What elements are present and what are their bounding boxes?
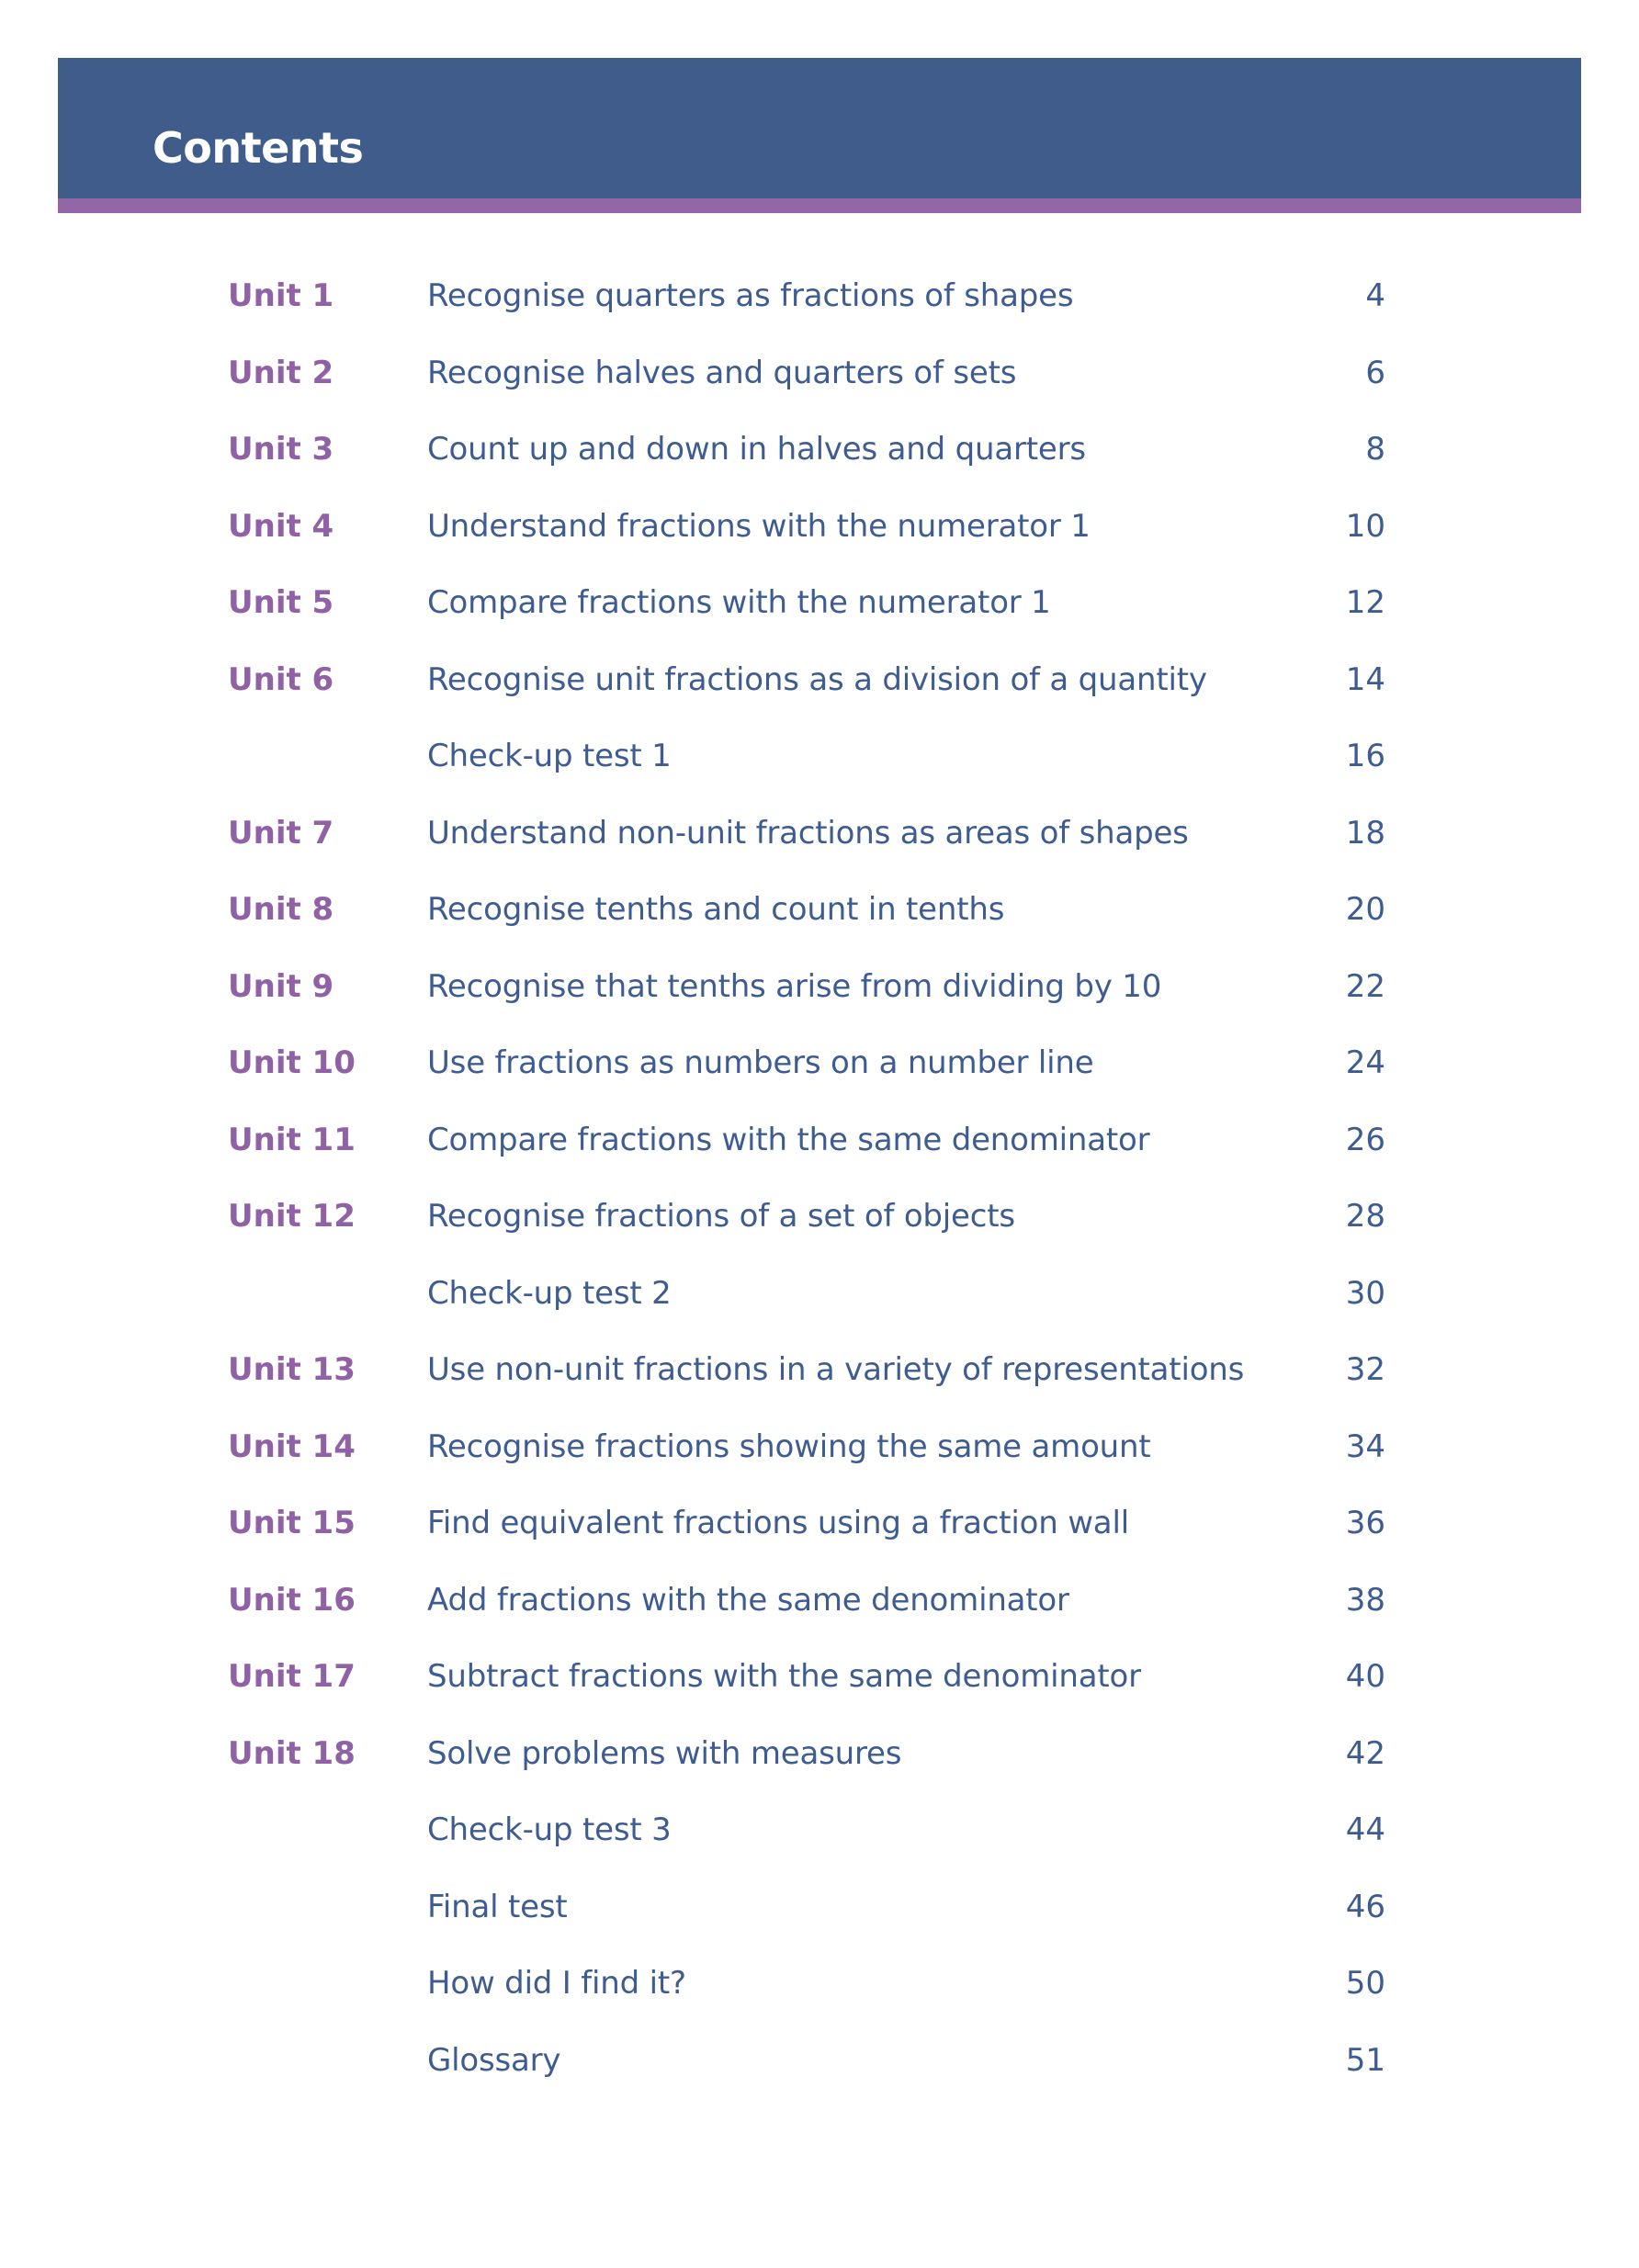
toc-topic-title[interactable]: Understand non-unit fractions as areas of shapes xyxy=(427,814,1189,852)
toc-page-number: 10 xyxy=(1345,507,1385,545)
toc-page-number: 12 xyxy=(1345,584,1385,621)
toc-topic-title[interactable]: Solve problems with measures xyxy=(427,1734,902,1772)
toc-topic-title[interactable]: Check-up test 2 xyxy=(427,1274,672,1312)
toc-row[interactable] xyxy=(0,499,1639,576)
toc-row[interactable] xyxy=(0,806,1639,883)
toc-topic-title[interactable]: Recognise unit fractions as a division of a quantity xyxy=(427,660,1207,698)
toc-topic-title[interactable]: Recognise that tenths arise from dividing by 10 xyxy=(427,967,1162,1005)
toc-row[interactable] xyxy=(0,1189,1639,1266)
toc-unit-label: Unit 9 xyxy=(228,967,334,1005)
toc-topic-title[interactable]: Check-up test 3 xyxy=(427,1811,672,1848)
toc-page-number: 22 xyxy=(1345,967,1385,1005)
toc-page-number: 34 xyxy=(1345,1427,1385,1465)
toc-row[interactable] xyxy=(0,1649,1639,1726)
toc-row[interactable] xyxy=(0,422,1639,499)
toc-row[interactable] xyxy=(0,652,1639,729)
toc-row[interactable] xyxy=(0,2033,1639,2110)
toc-page-number: 4 xyxy=(1365,277,1385,314)
toc-row[interactable] xyxy=(0,575,1639,652)
toc-row[interactable] xyxy=(0,1879,1639,1957)
toc-page-number: 44 xyxy=(1345,1811,1385,1848)
toc-unit-label: Unit 2 xyxy=(228,354,334,391)
toc-row[interactable] xyxy=(0,345,1639,423)
toc-unit-label: Unit 17 xyxy=(228,1658,356,1695)
toc-unit-label: Unit 8 xyxy=(228,891,334,928)
toc-topic-title[interactable]: Recognise fractions of a set of objects xyxy=(427,1198,1015,1235)
toc-row[interactable] xyxy=(0,882,1639,959)
toc-row[interactable] xyxy=(0,1726,1639,1803)
toc-topic-title[interactable]: Subtract fractions with the same denominator xyxy=(427,1658,1141,1695)
toc-page-number: 50 xyxy=(1345,1965,1385,2002)
toc-row[interactable] xyxy=(0,1573,1639,1650)
toc-row[interactable] xyxy=(0,1802,1639,1879)
toc-topic-title[interactable]: Glossary xyxy=(427,2041,561,2079)
toc-unit-label: Unit 15 xyxy=(228,1505,356,1541)
toc-page-number: 40 xyxy=(1345,1658,1385,1695)
toc-page-number: 14 xyxy=(1345,660,1385,698)
toc-unit-label: Unit 4 xyxy=(228,507,334,545)
toc-topic-title[interactable]: Recognise fractions showing the same amount xyxy=(427,1427,1151,1465)
toc-unit-label: Unit 14 xyxy=(228,1427,356,1465)
toc-topic-title[interactable]: Check-up test 1 xyxy=(427,738,672,774)
toc-row[interactable] xyxy=(0,1342,1639,1419)
toc-page-number: 30 xyxy=(1345,1274,1385,1312)
toc-page-number: 6 xyxy=(1365,354,1385,391)
toc-page-number: 32 xyxy=(1345,1351,1385,1388)
toc-page-number: 20 xyxy=(1345,891,1385,928)
toc-topic-title[interactable]: Count up and down in halves and quarters xyxy=(427,431,1086,468)
toc-unit-label: Unit 6 xyxy=(228,660,334,698)
toc-row[interactable] xyxy=(0,1495,1639,1573)
toc-page-number: 26 xyxy=(1345,1121,1385,1158)
toc-topic-title[interactable]: Recognise tenths and count in tenths xyxy=(427,891,1005,928)
toc-page-number: 42 xyxy=(1345,1734,1385,1772)
toc-page-number: 36 xyxy=(1345,1505,1385,1541)
header-accent-stripe xyxy=(58,198,1581,213)
toc-unit-label: Unit 5 xyxy=(228,584,334,621)
table-of-contents xyxy=(0,268,1639,2109)
toc-topic-title[interactable]: Add fractions with the same denominator xyxy=(427,1581,1069,1619)
toc-topic-title[interactable]: Compare fractions with the numerator 1 xyxy=(427,584,1051,621)
toc-topic-title[interactable]: Recognise quarters as fractions of shapes xyxy=(427,277,1074,314)
toc-unit-label: Unit 16 xyxy=(228,1581,356,1619)
toc-unit-label: Unit 1 xyxy=(228,277,334,314)
toc-page-number: 28 xyxy=(1345,1198,1385,1235)
toc-row[interactable] xyxy=(0,1035,1639,1112)
toc-row[interactable] xyxy=(0,1266,1639,1343)
toc-unit-label: Unit 11 xyxy=(228,1121,356,1158)
toc-page-number: 46 xyxy=(1345,1888,1385,1925)
toc-page-number: 38 xyxy=(1345,1581,1385,1619)
toc-unit-label: Unit 13 xyxy=(228,1351,356,1388)
toc-page-number: 18 xyxy=(1345,814,1385,852)
toc-topic-title[interactable]: Recognise halves and quarters of sets xyxy=(427,354,1017,391)
toc-page-number: 16 xyxy=(1345,738,1385,774)
toc-row[interactable] xyxy=(0,1419,1639,1496)
toc-row[interactable] xyxy=(0,1956,1639,2033)
toc-topic-title[interactable]: Compare fractions with the same denominator xyxy=(427,1121,1150,1158)
toc-topic-title[interactable]: Final test xyxy=(427,1888,568,1925)
toc-row[interactable] xyxy=(0,728,1639,806)
toc-row[interactable] xyxy=(0,268,1639,345)
toc-unit-label: Unit 10 xyxy=(228,1044,356,1081)
toc-topic-title[interactable]: Use non-unit fractions in a variety of representations xyxy=(427,1351,1245,1388)
toc-unit-label: Unit 3 xyxy=(228,431,334,468)
toc-page-number: 24 xyxy=(1345,1044,1385,1081)
page-title: Contents xyxy=(153,123,364,173)
toc-unit-label: Unit 18 xyxy=(228,1734,356,1772)
toc-topic-title[interactable]: Find equivalent fractions using a fraction wall xyxy=(427,1505,1129,1541)
toc-topic-title[interactable]: Understand fractions with the numerator 1 xyxy=(427,507,1091,545)
toc-page-number: 51 xyxy=(1345,2041,1385,2079)
toc-topic-title[interactable]: How did I find it? xyxy=(427,1965,686,2002)
toc-unit-label: Unit 7 xyxy=(228,814,334,852)
toc-row[interactable] xyxy=(0,1112,1639,1190)
toc-topic-title[interactable]: Use fractions as numbers on a number line xyxy=(427,1044,1094,1081)
toc-page-number: 8 xyxy=(1365,431,1385,468)
toc-row[interactable] xyxy=(0,959,1639,1036)
toc-unit-label: Unit 12 xyxy=(228,1198,356,1235)
